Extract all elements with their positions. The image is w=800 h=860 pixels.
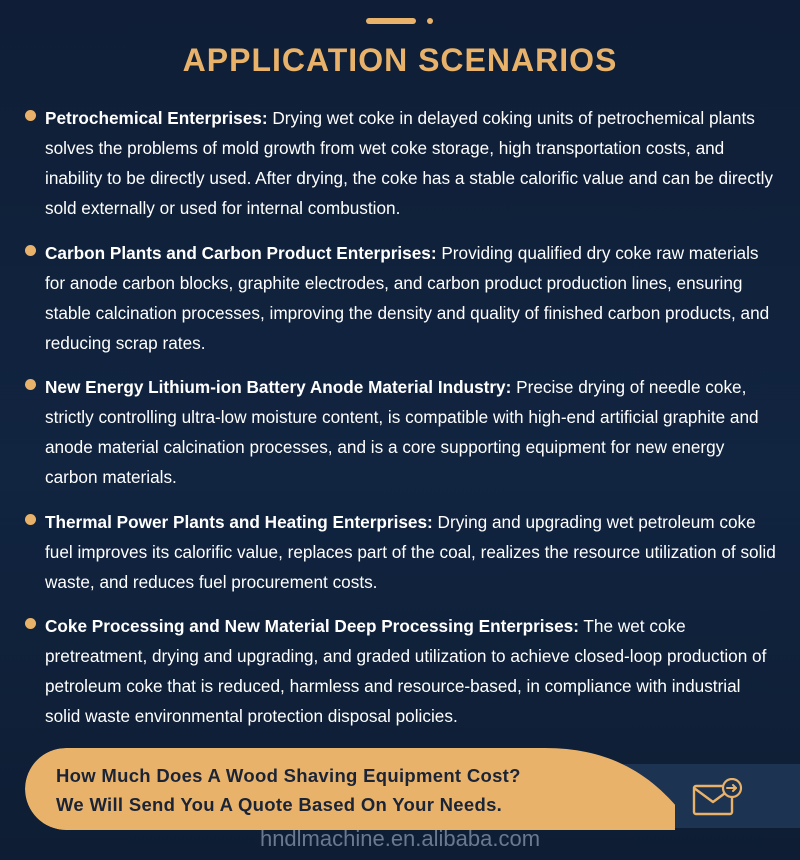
quote-cta-banner[interactable] <box>0 748 800 830</box>
list-item-text <box>45 372 780 492</box>
list-item-heading: Petrochemical Enterprises: <box>45 108 268 128</box>
mail-send-icon[interactable] <box>692 778 744 820</box>
list-item-body: The wet coke pretreatment, drying and upgrading, and graded utilization to achieve closed-loop production of petroleum coke that is reduced, harmless and resource-based, in compliance with industrial solid waste environmental protection disposal policies. <box>45 616 767 726</box>
list-item-text <box>45 507 780 597</box>
bullet-dot-icon <box>25 379 36 390</box>
list-item-heading: Coke Processing and New Material Deep Processing Enterprises: <box>45 616 579 636</box>
title-decoration <box>366 18 446 26</box>
bullet-dot-icon <box>25 514 36 525</box>
list-item-text <box>45 238 780 358</box>
list-item-text <box>45 103 780 223</box>
footer-url[interactable]: hndlmachine.en.alibaba.com <box>259 826 541 851</box>
list-item-body: Precise drying of needle coke, strictly controlling ultra-low moisture content, is compatible with high-end artificial graphite and anode material calcination processes, and is a core supporting equipment for new energy carbon materials. <box>45 377 759 487</box>
list-item-heading: Thermal Power Plants and Heating Enterprises: <box>45 512 433 532</box>
list-item-text <box>45 611 780 731</box>
cta-offer: We Will Send You A Quote Based On Your Needs. <box>56 794 503 815</box>
cta-question: How Much Does A Wood Shaving Equipment Cost? <box>56 765 521 786</box>
bullet-dot-icon <box>25 110 36 121</box>
list-item-body: Drying wet coke in delayed coking units of petrochemical plants solves the problems of mold growth from wet coke storage, high transportation costs, and inability to be directly used. After drying, the coke has a stable calorific value and can be directly sold externally or used for internal combustion. <box>45 108 774 218</box>
decoration-dash <box>366 18 416 24</box>
list-item-body: Drying and upgrading wet petroleum coke fuel improves its calorific value, replaces part of the coal, realizes the resource utilization of solid waste, and reduces fuel procurement costs. <box>45 512 776 592</box>
bullet-dot-icon <box>25 618 36 629</box>
list-item-heading: Carbon Plants and Carbon Product Enterprises: <box>45 243 437 263</box>
cta-pill <box>25 748 675 830</box>
page-title: APPLICATION SCENARIOS <box>182 42 618 78</box>
decoration-dot <box>427 18 433 24</box>
bullet-dot-icon <box>25 245 36 256</box>
list-item-heading: New Energy Lithium-ion Battery Anode Material Industry: <box>45 377 512 397</box>
list-item-body: Providing qualified dry coke raw materials for anode carbon blocks, graphite electrodes, and carbon product production lines, ensuring stable calcination processes, improving the density and quality of finished carbon products, and reducing scrap rates. <box>45 243 770 353</box>
